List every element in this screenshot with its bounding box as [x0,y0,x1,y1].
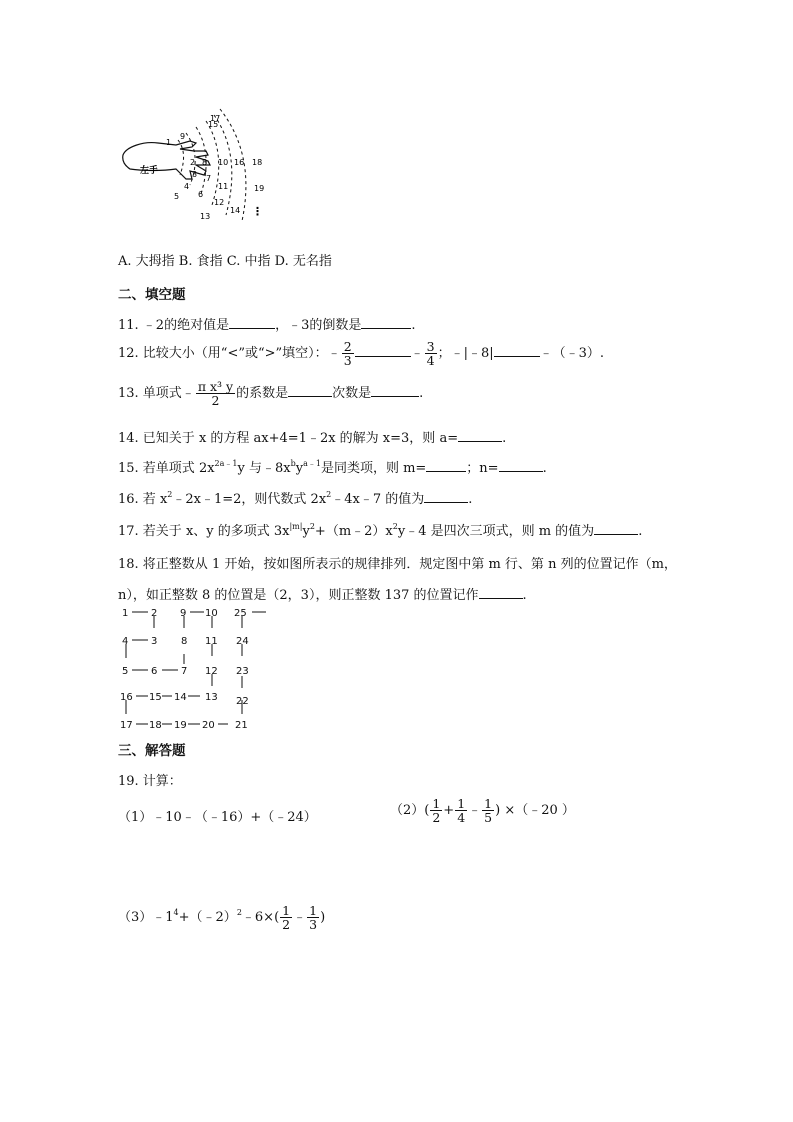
svg-text:21: 21 [235,720,248,731]
hand-figure [118,105,278,230]
svg-text:3: 3 [151,636,158,647]
svg-text:13: 13 [205,692,218,703]
svg-text:17: 17 [120,720,133,731]
q18-line2: n），如正整数 8 的位置是（2，3），则正整数 137 的位置记作 . [118,588,527,603]
q19: 19. 计算： [118,774,182,789]
svg-text:8: 8 [202,158,208,167]
svg-text:14: 14 [230,206,241,215]
svg-text:25: 25 [234,608,247,619]
svg-text:18: 18 [149,720,162,731]
q14: 14. 已知关于 x 的方程 ax+4=1﹣2x 的解为 x=3，则 a= . [118,431,507,446]
svg-text:24: 24 [236,636,249,647]
svg-text:2: 2 [190,158,196,167]
q17: 17. 若关于 x、y 的多项式 $3x^{|m|}y^2+(m﹣2)x^2y﹣4$ 是四次三项式，则 m 的值为 . [118,522,643,539]
svg-text:7: 7 [181,666,188,677]
svg-text:17: 17 [210,114,221,123]
q13: 13. 单项式﹣ $\frac{\text{π x³ y}}{2}$ 的系数是 次数是 . [118,379,424,408]
section3-title: 三、解答题 [118,743,186,759]
svg-text:10: 10 [205,608,218,619]
svg-text:16: 16 [234,158,245,167]
number-spiral-figure [118,604,278,734]
svg-text:10: 10 [218,158,229,167]
q15: 15. 若单项式 $2x^{2a﹣1}y$ 与$﹣8x^by^{a﹣1}$是同类项，则 m= ；n= . [118,459,547,476]
svg-text:12: 12 [214,198,225,207]
svg-text:22: 22 [236,696,249,707]
svg-text:19: 19 [174,720,187,731]
calc-3: $(3)﹣1^4+(﹣2)^2﹣6\times$( $\frac{1}{2}$ ﹣ $\frac{1}{3}$ ) [118,903,326,932]
svg-text:5: 5 [174,192,180,201]
svg-text:5: 5 [122,666,129,677]
svg-text:18: 18 [252,158,263,167]
svg-text:15: 15 [208,120,219,129]
section2-title: 二、填空题 [118,287,186,303]
svg-text:19: 19 [254,184,265,193]
svg-text:4: 4 [184,182,190,191]
svg-text:2: 2 [151,608,158,619]
svg-text:1: 1 [166,138,172,147]
svg-text:3: 3 [192,170,198,179]
q11: 11. ﹣2的绝对值是 ，﹣3的倒数是 . [118,318,416,333]
svg-text:1: 1 [122,608,129,619]
calc-1: （1）﹣10﹣（﹣16）+（﹣24） [118,810,317,825]
q12: 12. 比较大小（用“<”或“>”填空）：﹣ $\frac{2}{3}$ ﹣ $\frac{3}{4}$ ；﹣|﹣8| ﹣（﹣3）. [118,339,605,368]
svg-text:6: 6 [151,666,158,677]
svg-text:⋮: ⋮ [252,205,263,218]
calc-2: （2）( $\frac{1}{2}$ + $\frac{1}{4}$ ﹣ $\frac{1}{5}$ ) ×（﹣20 ） [390,796,575,825]
svg-text:14: 14 [174,692,187,703]
svg-text:15: 15 [149,692,162,703]
svg-text:16: 16 [120,692,133,703]
q10-options: A. 大拇指 B. 食指 C. 中指 D. 无名指 [118,254,332,269]
q18-line1: 18. 将正整数从 1 开始，按如图所表示的规律排列．规定图中第 m 行、第 n 列的位置记作（m， [118,557,677,572]
svg-text:8: 8 [181,636,188,647]
svg-text:12: 12 [205,666,218,677]
svg-text:13: 13 [200,212,211,221]
svg-text:9: 9 [180,608,187,619]
svg-text:11: 11 [205,636,218,647]
svg-text:11: 11 [218,182,229,191]
svg-text:6: 6 [198,190,204,199]
svg-text:20: 20 [202,720,215,731]
svg-text:23: 23 [236,666,249,677]
svg-text:9: 9 [180,132,186,141]
svg-text:4: 4 [122,636,129,647]
q16: 16. 若 $x^2﹣2x﹣1=2$，则代数式 $2x^2﹣4x﹣7$ 的值为 . [118,490,473,507]
hand-label: 左手 [140,166,159,176]
svg-text:7: 7 [206,174,212,183]
